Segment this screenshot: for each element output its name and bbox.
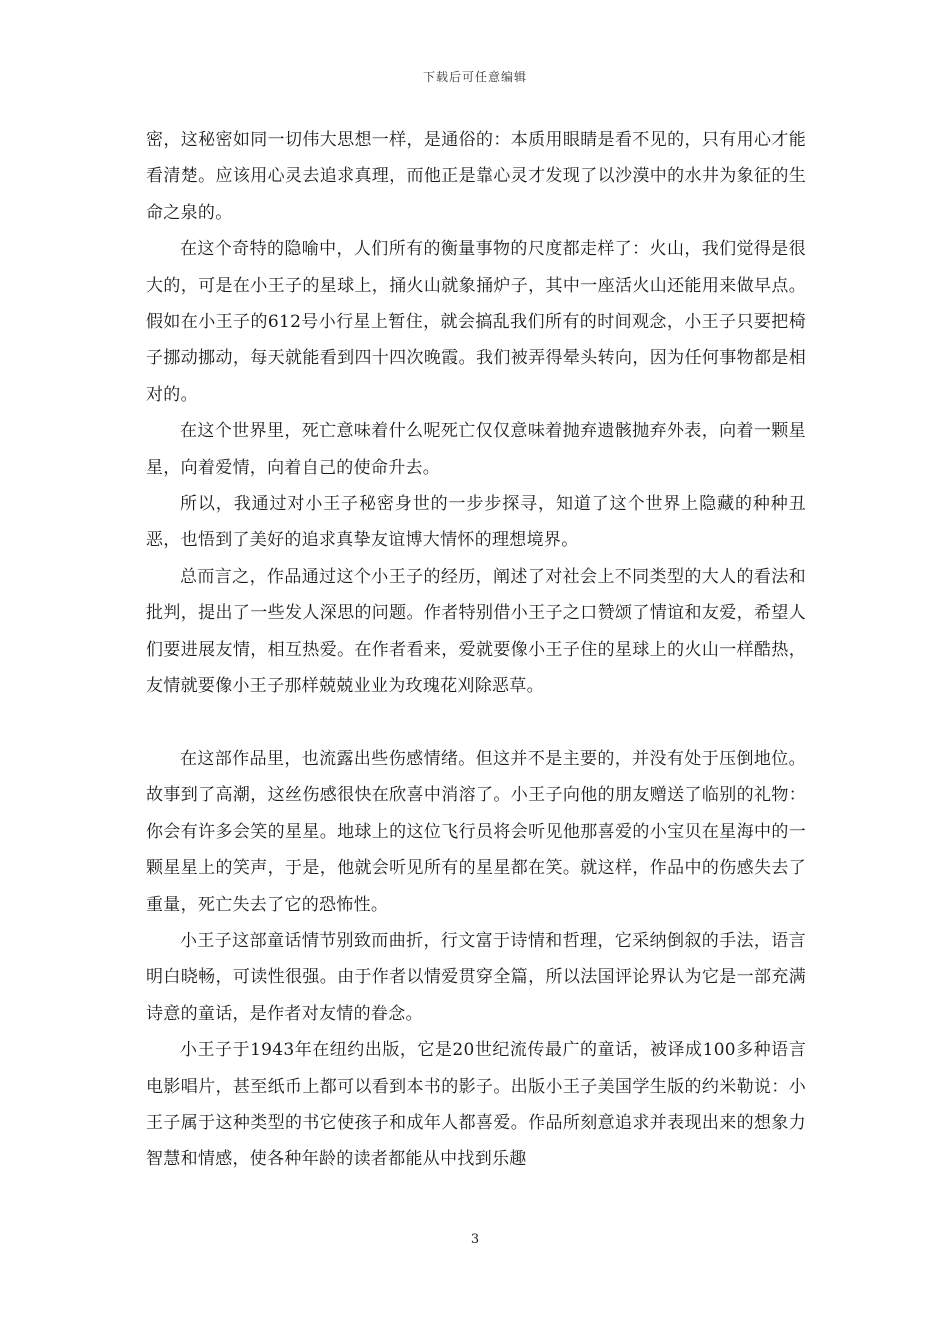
page-number: 3: [470, 1232, 480, 1247]
paragraph: 小王子于1943年在纽约出版，它是20世纪流传最广的童话，被译成100多种语言电影唱片，甚至纸币上都可以看到本书的影子。出版小王子美国学生版的约米勒说：小王子属于这种类型的书它使孩子和成年人都喜爱。作品所刻意追求并表现出来的想象力智慧和情感，使各种年龄的读者都能从中找到乐趣: [146, 1040, 806, 1170]
paragraph: 密，这秘密如同一切伟大思想一样，是通俗的：本质用眼睛是看不见的，只有用心才能看清楚。应该用心灵去追求真理，而他正是靠心灵才发现了以沙漠中的水井为象征的生命之泉的。: [146, 130, 806, 223]
document-body: [146, 122, 806, 1178]
page-header: 下载后可任意编辑: [422, 70, 527, 84]
blank-line: [146, 705, 806, 741]
paragraph: 在这个奇特的隐喻中，人们所有的衡量事物的尺度都走样了：火山，我们觉得是很大的，可是在小王子的星球上，捅火山就象捅炉子，其中一座活火山还能用来做早点。假如在小王子的612号小行星上暂住，就会搞乱我们所有的时间观念，小王子只要把椅子挪动挪动，每天就能看到四十四次晚霞。我们被弄得晕头转向，因为任何事物都是相对的。: [146, 239, 806, 405]
paragraph: 所以，我通过对小王子秘密身世的一步步探寻，知道了这个世界上隐藏的种种丑恶，也悟到了美好的追求真挚友谊博大情怀的理想境界。: [146, 494, 806, 551]
paragraph: 小王子这部童话情节别致而曲折，行文富于诗情和哲理，它采纳倒叙的手法，语言明白晓畅，可读性很强。由于作者以情爱贯穿全篇，所以法国评论界认为它是一部充满诗意的童话，是作者对友情的眷念。: [146, 930, 806, 1024]
paragraph: 总而言之，作品通过这个小王子的经历，阐述了对社会上不同类型的大人的看法和批判，提出了一些发人深思的问题。作者特别借小王子之口赞颂了情谊和友爱，希望人们要进展友情，相互热爱。在作者看来，爱就要像小王子住的星球上的火山一样酷热，友情就要像小王子那样兢兢业业为玫瑰花刈除恶草。: [146, 566, 806, 697]
paragraph: 在这部作品里，也流露出些伤感情绪。但这并不是主要的，并没有处于压倒地位。故事到了高潮，这丝伤感很快在欣喜中消溶了。小王子向他的朋友赠送了临别的礼物：你会有许多会笑的星星。地球上的这位飞行员将会听见他那喜爱的小宝贝在星海中的一颗星星上的笑声，于是，他就会听见所有的星星都在笑。就这样，作品中的伤感失去了重量，死亡失去了它的恐怖性。: [146, 748, 806, 915]
paragraph: 在这个世界里，死亡意味着什么呢死亡仅仅意味着抛弃遗骸抛弃外表，向着一颗星星，向着爱情，向着自己的使命升去。: [146, 421, 806, 478]
